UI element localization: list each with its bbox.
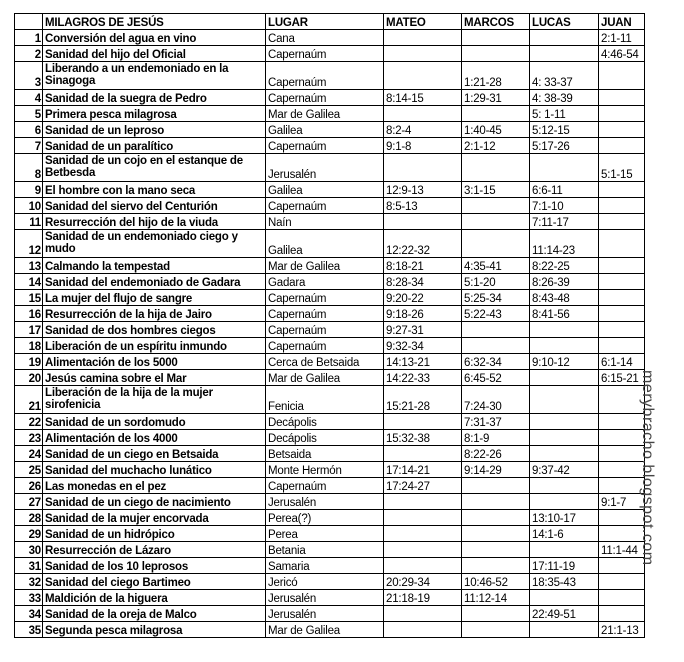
cell-lucas: 7:11-17 (530, 214, 599, 230)
cell-number: 16 (15, 306, 43, 322)
cell-miracle: Sanidad de un endemoniado ciego y mudo (43, 230, 266, 258)
cell-lucas: 8:41-56 (530, 306, 599, 322)
watermark (639, 370, 676, 610)
cell-lucas: 8:26-39 (530, 274, 599, 290)
cell-mateo: 15:32-38 (384, 430, 462, 446)
cell-place: Samaria (266, 558, 384, 574)
cell-juan (599, 182, 645, 198)
cell-marcos (462, 106, 530, 122)
cell-lucas (530, 322, 599, 338)
cell-mateo (384, 106, 462, 122)
cell-miracle: La mujer del flujo de sangre (43, 290, 266, 306)
cell-place: Mar de Galilea (266, 258, 384, 274)
cell-number: 9 (15, 182, 43, 198)
cell-miracle: Las monedas en el pez (43, 478, 266, 494)
cell-miracle: Liberando a un endemoniado en la Sinagoga (43, 62, 266, 90)
cell-mateo: 9:20-22 (384, 290, 462, 306)
cell-miracle: Calmando la tempestad (43, 258, 266, 274)
cell-miracle: Maldición de la higuera (43, 590, 266, 606)
cell-number: 26 (15, 478, 43, 494)
miracles-table (14, 13, 645, 638)
cell-miracle: Sanidad del siervo del Centurión (43, 198, 266, 214)
cell-marcos (462, 526, 530, 542)
cell-place: Capernaúm (266, 478, 384, 494)
cell-place: Capernaúm (266, 306, 384, 322)
cell-place: Decápolis (266, 430, 384, 446)
table-row (15, 306, 645, 322)
cell-mateo: 17:14-21 (384, 462, 462, 478)
cell-miracle: Segunda pesca milagrosa (43, 622, 266, 638)
cell-number: 3 (15, 62, 43, 90)
cell-marcos: 9:14-29 (462, 462, 530, 478)
cell-juan (599, 274, 645, 290)
cell-lucas: 9:10-12 (530, 354, 599, 370)
cell-number: 21 (15, 386, 43, 414)
table-row (15, 414, 645, 430)
cell-place: Betsaida (266, 446, 384, 462)
cell-lucas (530, 590, 599, 606)
cell-place: Capernaúm (266, 46, 384, 62)
table-row (15, 290, 645, 306)
cell-place: Perea(?) (266, 510, 384, 526)
cell-lucas (530, 478, 599, 494)
cell-marcos (462, 338, 530, 354)
table-row (15, 494, 645, 510)
cell-miracle: Sanidad de un ciego en Betsaida (43, 446, 266, 462)
table-row (15, 214, 645, 230)
cell-place: Galilea (266, 182, 384, 198)
cell-number: 5 (15, 106, 43, 122)
cell-place: Galilea (266, 122, 384, 138)
cell-miracle: Sanidad de un leproso (43, 122, 266, 138)
cell-lucas: 18:35-43 (530, 574, 599, 590)
cell-marcos (462, 558, 530, 574)
cell-juan (599, 122, 645, 138)
cell-marcos: 7:24-30 (462, 386, 530, 414)
cell-lucas (530, 430, 599, 446)
cell-lucas (530, 370, 599, 386)
cell-marcos: 7:31-37 (462, 414, 530, 430)
cell-marcos (462, 322, 530, 338)
cell-marcos: 10:46-52 (462, 574, 530, 590)
cell-lucas (530, 386, 599, 414)
cell-place: Decápolis (266, 414, 384, 430)
table-row (15, 258, 645, 274)
cell-place: Cerca de Betsaida (266, 354, 384, 370)
cell-mateo: 12:9-13 (384, 182, 462, 198)
cell-mateo: 20:29-34 (384, 574, 462, 590)
cell-place: Capernaúm (266, 338, 384, 354)
cell-mateo (384, 214, 462, 230)
cell-mateo: 9:18-26 (384, 306, 462, 322)
cell-mateo: 9:1-8 (384, 138, 462, 154)
cell-marcos: 5:22-43 (462, 306, 530, 322)
cell-juan (599, 230, 645, 258)
cell-mateo: 8:5-13 (384, 198, 462, 214)
cell-place: Capernaúm (266, 138, 384, 154)
cell-juan: 2:1-11 (599, 30, 645, 46)
table-row (15, 510, 645, 526)
table-row (15, 622, 645, 638)
cell-mateo (384, 542, 462, 558)
cell-lucas: 13:10-17 (530, 510, 599, 526)
cell-number: 19 (15, 354, 43, 370)
cell-lucas: 5:17-26 (530, 138, 599, 154)
cell-miracle: Sanidad de un sordomudo (43, 414, 266, 430)
cell-lucas (530, 622, 599, 638)
cell-juan (599, 258, 645, 274)
cell-miracle: Sanidad de un ciego de nacimiento (43, 494, 266, 510)
cell-miracle: Sanidad del hijo del Oficial (43, 46, 266, 62)
cell-number: 23 (15, 430, 43, 446)
cell-place: Galilea (266, 230, 384, 258)
cell-miracle: Alimentación de los 4000 (43, 430, 266, 446)
cell-number: 25 (15, 462, 43, 478)
cell-mateo (384, 154, 462, 182)
cell-number: 13 (15, 258, 43, 274)
cell-miracle: El hombre con la mano seca (43, 182, 266, 198)
table-row (15, 322, 645, 338)
cell-juan: 21:1-13 (599, 622, 645, 638)
cell-place: Capernaúm (266, 90, 384, 106)
cell-marcos: 4:35-41 (462, 258, 530, 274)
cell-marcos (462, 198, 530, 214)
table-row (15, 354, 645, 370)
table-row (15, 446, 645, 462)
cell-number: 12 (15, 230, 43, 258)
header-cell-lucas: LUCAS (530, 14, 599, 30)
table-row (15, 386, 645, 414)
cell-place: Perea (266, 526, 384, 542)
header-cell-marcos: MARCOS (462, 14, 530, 30)
table-row (15, 138, 645, 154)
cell-miracle: Liberación de la hija de la mujer sirofenicia (43, 386, 266, 414)
cell-mateo: 9:27-31 (384, 322, 462, 338)
cell-lucas: 9:37-42 (530, 462, 599, 478)
header-cell-place: LUGAR (266, 14, 384, 30)
cell-marcos (462, 510, 530, 526)
cell-marcos (462, 478, 530, 494)
cell-miracle: Alimentación de los 5000 (43, 354, 266, 370)
cell-mateo: 8:14-15 (384, 90, 462, 106)
cell-marcos (462, 622, 530, 638)
cell-place: Mar de Galilea (266, 370, 384, 386)
cell-place: Jerusalén (266, 590, 384, 606)
cell-lucas (530, 154, 599, 182)
cell-juan (599, 62, 645, 90)
cell-marcos: 5:1-20 (462, 274, 530, 290)
cell-marcos: 8:22-26 (462, 446, 530, 462)
cell-juan (599, 322, 645, 338)
cell-number: 34 (15, 606, 43, 622)
table-row (15, 230, 645, 258)
cell-place: Capernaúm (266, 198, 384, 214)
cell-mateo: 17:24-27 (384, 478, 462, 494)
cell-lucas: 8:22-25 (530, 258, 599, 274)
cell-juan (599, 306, 645, 322)
table-row (15, 90, 645, 106)
cell-number: 24 (15, 446, 43, 462)
cell-lucas: 5:12-15 (530, 122, 599, 138)
cell-juan: 5:1-15 (599, 154, 645, 182)
cell-place: Mar de Galilea (266, 106, 384, 122)
cell-number: 31 (15, 558, 43, 574)
cell-miracle: Sanidad del ciego Bartimeo (43, 574, 266, 590)
cell-miracle: Sanidad de un hidrópico (43, 526, 266, 542)
cell-number: 32 (15, 574, 43, 590)
cell-number: 27 (15, 494, 43, 510)
cell-place: Mar de Galilea (266, 622, 384, 638)
cell-lucas: 4: 33-37 (530, 62, 599, 90)
cell-marcos (462, 46, 530, 62)
table-row (15, 590, 645, 606)
cell-miracle: Sanidad de un cojo en el estanque de Betbesda (43, 154, 266, 182)
cell-lucas: 8:43-48 (530, 290, 599, 306)
cell-number: 2 (15, 46, 43, 62)
cell-place: Gadara (266, 274, 384, 290)
cell-lucas: 7:1-10 (530, 198, 599, 214)
cell-mateo: 8:2-4 (384, 122, 462, 138)
cell-lucas (530, 542, 599, 558)
cell-marcos: 11:12-14 (462, 590, 530, 606)
cell-marcos: 1:21-28 (462, 62, 530, 90)
cell-marcos: 8:1-9 (462, 430, 530, 446)
cell-mateo: 8:28-34 (384, 274, 462, 290)
cell-marcos (462, 494, 530, 510)
cell-juan (599, 574, 645, 590)
cell-number: 7 (15, 138, 43, 154)
cell-juan: 9:1-7 (599, 494, 645, 510)
cell-mateo: 14:13-21 (384, 354, 462, 370)
cell-lucas: 5: 1-11 (530, 106, 599, 122)
cell-marcos: 2:1-12 (462, 138, 530, 154)
table-row (15, 338, 645, 354)
cell-number: 14 (15, 274, 43, 290)
cell-lucas (530, 46, 599, 62)
cell-number: 1 (15, 30, 43, 46)
cell-place: Naín (266, 214, 384, 230)
cell-mateo: 15:21-28 (384, 386, 462, 414)
table-row (15, 478, 645, 494)
cell-miracle: Jesús camina sobre el Mar (43, 370, 266, 386)
table-row (15, 62, 645, 90)
table-row (15, 462, 645, 478)
cell-miracle: Liberación de un espíritu inmundo (43, 338, 266, 354)
header-cell-juan: JUAN (599, 14, 645, 30)
cell-number: 33 (15, 590, 43, 606)
cell-place: Capernaúm (266, 62, 384, 90)
cell-place: Jerusalén (266, 606, 384, 622)
cell-juan (599, 214, 645, 230)
cell-marcos (462, 154, 530, 182)
cell-mateo (384, 526, 462, 542)
cell-juan (599, 290, 645, 306)
cell-number: 29 (15, 526, 43, 542)
cell-place: Betania (266, 542, 384, 558)
cell-juan (599, 198, 645, 214)
cell-marcos: 3:1-15 (462, 182, 530, 198)
cell-place: Capernaúm (266, 322, 384, 338)
cell-miracle: Sanidad del muchacho lunático (43, 462, 266, 478)
cell-lucas (530, 446, 599, 462)
cell-number: 17 (15, 322, 43, 338)
cell-miracle: Sanidad de la mujer encorvada (43, 510, 266, 526)
cell-number: 35 (15, 622, 43, 638)
cell-mateo: 14:22-33 (384, 370, 462, 386)
table-row (15, 370, 645, 386)
cell-miracle: Conversión del agua en vino (43, 30, 266, 46)
cell-lucas (530, 494, 599, 510)
cell-place: Cana (266, 30, 384, 46)
table-row (15, 526, 645, 542)
cell-place: Capernaúm (266, 290, 384, 306)
table-row (15, 574, 645, 590)
table-row (15, 430, 645, 446)
cell-marcos: 1:29-31 (462, 90, 530, 106)
cell-juan (599, 606, 645, 622)
cell-miracle: Resurrección de Lázaro (43, 542, 266, 558)
cell-mateo (384, 558, 462, 574)
cell-miracle: Resurrección de la hija de Jairo (43, 306, 266, 322)
table-row (15, 542, 645, 558)
cell-number: 22 (15, 414, 43, 430)
cell-number: 10 (15, 198, 43, 214)
cell-lucas: 14:1-6 (530, 526, 599, 542)
cell-juan: 11:1-44 (599, 542, 645, 558)
cell-miracle: Sanidad de dos hombres ciegos (43, 322, 266, 338)
cell-mateo (384, 46, 462, 62)
cell-mateo (384, 510, 462, 526)
cell-miracle: Sanidad de un paralítico (43, 138, 266, 154)
cell-marcos: 6:45-52 (462, 370, 530, 386)
cell-place: Fenicia (266, 386, 384, 414)
table-row (15, 122, 645, 138)
cell-number: 6 (15, 122, 43, 138)
header-cell-number (15, 14, 43, 30)
cell-mateo (384, 446, 462, 462)
cell-juan: 4:46-54 (599, 46, 645, 62)
cell-mateo (384, 606, 462, 622)
cell-juan (599, 90, 645, 106)
cell-marcos (462, 30, 530, 46)
cell-lucas (530, 30, 599, 46)
cell-place: Jerusalén (266, 154, 384, 182)
table-row (15, 182, 645, 198)
header-row (15, 14, 645, 30)
cell-lucas: 4: 38-39 (530, 90, 599, 106)
cell-number: 15 (15, 290, 43, 306)
cell-marcos (462, 214, 530, 230)
cell-miracle: Sanidad de la oreja de Malco (43, 606, 266, 622)
table-row (15, 106, 645, 122)
cell-number: 28 (15, 510, 43, 526)
cell-number: 20 (15, 370, 43, 386)
cell-juan (599, 106, 645, 122)
cell-marcos: 6:32-34 (462, 354, 530, 370)
cell-number: 4 (15, 90, 43, 106)
table-row (15, 46, 645, 62)
cell-lucas: 22:49-51 (530, 606, 599, 622)
cell-place: Jerusalén (266, 494, 384, 510)
cell-miracle: Primera pesca milagrosa (43, 106, 266, 122)
table-row (15, 274, 645, 290)
header-cell-miracle: MILAGROS DE JESÚS (43, 14, 266, 30)
table-row (15, 154, 645, 182)
cell-place: Monte Hermón (266, 462, 384, 478)
cell-miracle: Sanidad de los 10 leprosos (43, 558, 266, 574)
cell-juan: 6:15-21 (599, 370, 645, 386)
cell-mateo: 12:22-32 (384, 230, 462, 258)
cell-marcos (462, 230, 530, 258)
cell-mateo: 9:32-34 (384, 338, 462, 354)
table-row (15, 606, 645, 622)
cell-number: 30 (15, 542, 43, 558)
cell-number: 18 (15, 338, 43, 354)
cell-miracle: Sanidad del endemoniado de Gadara (43, 274, 266, 290)
cell-juan (599, 338, 645, 354)
table-row (15, 558, 645, 574)
cell-marcos: 1:40-45 (462, 122, 530, 138)
cell-marcos: 5:25-34 (462, 290, 530, 306)
cell-lucas (530, 414, 599, 430)
header-cell-mateo: MATEO (384, 14, 462, 30)
cell-juan (599, 138, 645, 154)
cell-mateo: 21:18-19 (384, 590, 462, 606)
table-row (15, 198, 645, 214)
cell-number: 11 (15, 214, 43, 230)
cell-mateo (384, 30, 462, 46)
cell-juan (599, 590, 645, 606)
cell-marcos (462, 606, 530, 622)
cell-marcos (462, 542, 530, 558)
cell-mateo (384, 622, 462, 638)
watermark-text: merybracho.blogspot.com (639, 370, 656, 566)
cell-lucas: 6:6-11 (530, 182, 599, 198)
cell-miracle: Resurrección del hijo de la viuda (43, 214, 266, 230)
cell-lucas: 11:14-23 (530, 230, 599, 258)
cell-mateo (384, 414, 462, 430)
cell-mateo (384, 494, 462, 510)
cell-miracle: Sanidad de la suegra de Pedro (43, 90, 266, 106)
cell-mateo: 8:18-21 (384, 258, 462, 274)
cell-lucas (530, 338, 599, 354)
cell-number: 8 (15, 154, 43, 182)
cell-lucas: 17:11-19 (530, 558, 599, 574)
cell-mateo (384, 62, 462, 90)
cell-place: Jericó (266, 574, 384, 590)
table-row (15, 30, 645, 46)
cell-juan: 6:1-14 (599, 354, 645, 370)
